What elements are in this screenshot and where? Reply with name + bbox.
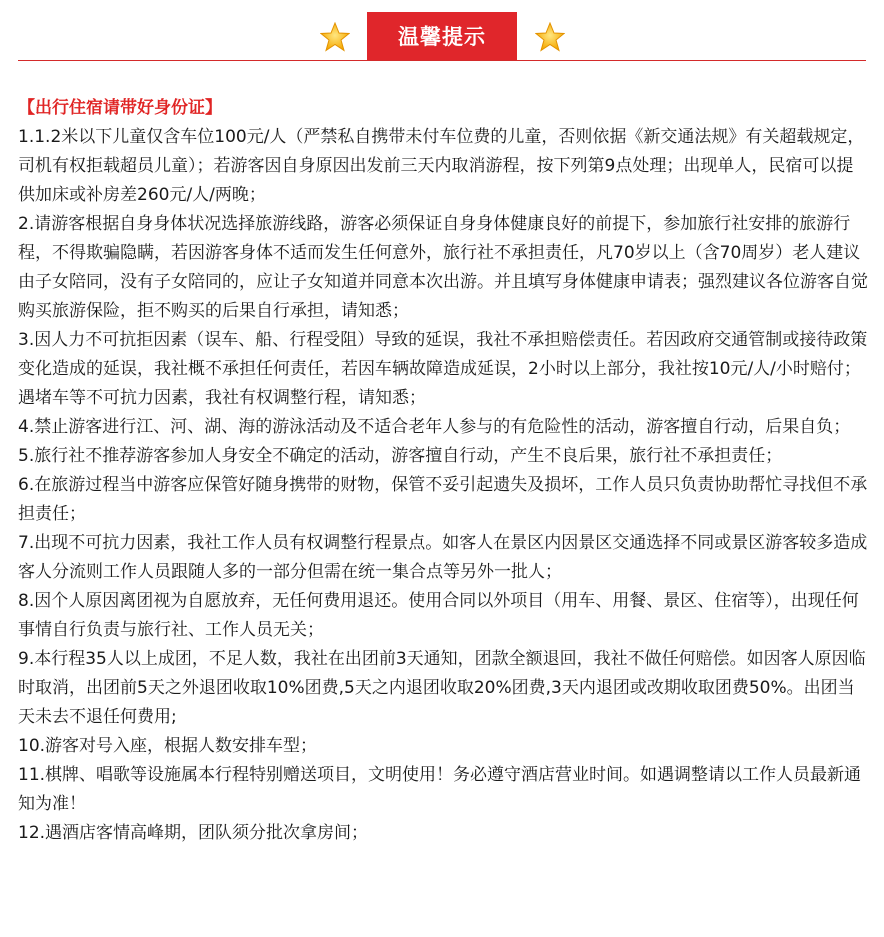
star-icon bbox=[320, 22, 350, 52]
list-item: 9.本行程35人以上成团，不足人数，我社在出团前3天通知，团款全额退回，我社不做任何赔偿。如因客人原因临时取消，出团前5天之外退团收取10%团费,5天之内退团收取20%团费,3天内退团或改期收取团费50%。出团当天未去不退任何费用; bbox=[18, 649, 866, 727]
list-item: 1.1.2米以下儿童仅含车位100元/人（严禁私自携带未付车位费的儿童，否则依据《新交通法规》有关超载规定，司机有权拒载超员儿童）；若游客因自身原因出发前三天内取消游程，按下列第9点处理；出现单人，民宿可以提供加床或补房差260元/人/两晚； bbox=[18, 127, 865, 205]
list-item: 5.旅行社不推荐游客参加人身安全不确定的活动，游客擅自行动，产生不良后果，旅行社不承担责任； bbox=[18, 446, 783, 466]
list-item: 6.在旅游过程当中游客应保管好随身携带的财物，保管不妥引起遗失及损坏，工作人员只负责协助帮忙寻找但不承担责任； bbox=[18, 475, 868, 524]
list-item: 3.因人力不可抗拒因素（误车、船、行程受阻）导致的延误，我社不承担赔偿责任。若因政府交通管制或接待政策变化造成的延误，我社概不承担任何责任，若因车辆故障造成延误，2小时以上部分，我社按10元/人/小时赔付；遇堵车等不可抗力因素，我社有权调整行程，请知悉； bbox=[18, 330, 868, 408]
list-item: 12.遇酒店客情高峰期，团队须分批次拿房间； bbox=[18, 823, 369, 843]
list-item: 11.棋牌、唱歌等设施属本行程特别赠送项目，文明使用！务必遵守酒店营业时间。如遇调整请以工作人员最新通知为准！ bbox=[18, 765, 862, 814]
star-icon bbox=[535, 22, 565, 52]
page-title: 温馨提示 bbox=[367, 12, 517, 60]
list-item: 10.游客对号入座，根据人数安排车型； bbox=[18, 736, 318, 756]
list-item: 2.请游客根据自身身体状况选择旅游线路，游客必须保证自身身体健康良好的前提下，参加旅行社安排的旅游行程，不得欺骗隐瞒，若因游客身体不适而发生任何意外，旅行社不承担责任，凡70岁以上（含70周岁）老人建议由子女陪同，没有子女陪同的，应让子女知道并同意本次出游。并且填写身体健康申请表；强烈建议各位游客自觉购买旅游保险，拒不购买的后果自行承担，请知悉； bbox=[18, 214, 868, 321]
list-item: 7.出现不可抗力因素，我社工作人员有权调整行程景点。如客人在景区内因景区交通选择不同或景区游客较多造成客人分流则工作人员跟随人多的一部分但需在统一集合点等另外一批人； bbox=[18, 533, 868, 582]
list-item: 8.因个人原因离团视为自愿放弃，无任何费用退还。使用合同以外项目（用车、用餐、景区、住宿等），出现任何事情自行负责与旅行社、工作人员无关； bbox=[18, 591, 859, 640]
notice-content bbox=[18, 94, 868, 848]
header bbox=[0, 0, 884, 62]
section-title: 【出行住宿请带好身份证】 bbox=[18, 98, 222, 118]
list-item: 4.禁止游客进行江、河、湖、海的游泳活动及不适合老年人参与的有危险性的活动，游客擅自行动，后果自负； bbox=[18, 417, 851, 437]
header-divider bbox=[18, 60, 866, 61]
